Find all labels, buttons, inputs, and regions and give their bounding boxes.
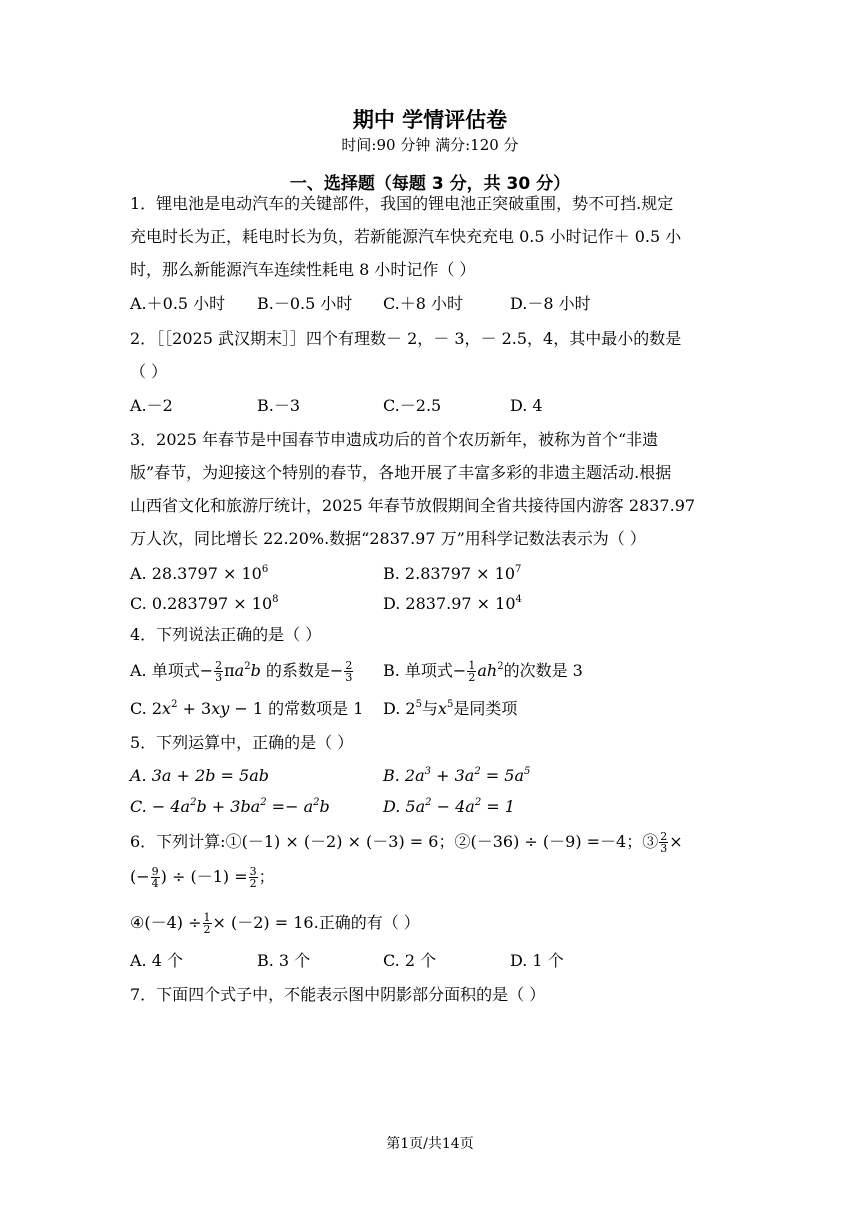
q4-option-d: D. $2^5$与$x^5$是同类项	[383, 699, 518, 718]
q6-line-2: (− $\frac{9}{4}$ ) ÷ (－1) = $\frac{3}{2}$ ；	[130, 865, 275, 890]
q3-line-2: 版”春节，为迎接这个特别的春节，各地开展了丰富多彩的非遗主题活动.根据	[130, 463, 672, 482]
q6-option-d: D. 1 个	[510, 951, 564, 970]
q4-option-b: B. 单项式− $\frac{1}{2}$ $ah^2$的次数是 3	[383, 659, 583, 684]
q1-line-2: 充电时长为正，耗电时长为负，若新能源汽车快充充电 0.5 小时记作＋ 0.5 小	[130, 227, 682, 246]
q2-option-b: B.－3	[257, 396, 301, 415]
q7-line-1: 7．下面四个式子中，不能表示图中阴影部分面积的是（ ）	[130, 985, 546, 1004]
q6-option-c: C. 2 个	[383, 951, 437, 970]
q1-option-c: C.＋8 小时	[383, 294, 464, 313]
q1-option-d: D.－8 小时	[510, 294, 591, 313]
q3-option-d: D. $2837.97 \times 10^4$	[383, 594, 522, 613]
q2-line-1: 2．［［2025 武汉期末］］四个有理数－ 2，－ 3，－ 2.5，4，其中最小的数是	[130, 329, 682, 348]
q5-option-d: D. $5a^2 - 4a^2 = 1$	[383, 797, 515, 816]
q6-option-b: B. 3 个	[257, 951, 311, 970]
q6-line-3: ④(－4) ÷ $\frac{1}{2}$ × (－2) = 16.正确的有（ ）	[130, 911, 420, 936]
section-heading: 一、选择题（每题 3 分，共 30 分）	[289, 174, 571, 194]
q3-option-b: B. $2.83797 \times 10^7$	[383, 564, 522, 583]
page-footer: 第1页/共14页	[386, 1136, 474, 1152]
q3-line-1: 3．2025 年春节是中国春节申遗成功后的首个农历新年，被称为首个“非遗	[130, 430, 659, 449]
q2-option-a: A.－2	[130, 396, 173, 415]
q2-option-d: D. 4	[510, 396, 543, 415]
q1-option-a: A.＋0.5 小时	[130, 294, 226, 313]
q3-option-a: A. $28.3797 \times 10^6$	[130, 564, 269, 583]
q6-line-1: 6．下列计算:①(－1) × (－2) × (－3) = 6；②(－36) ÷ (－9) =－4；③ $\frac{2}{3}$ ×	[130, 830, 683, 855]
q1-option-b: B.－0.5 小时	[257, 294, 353, 313]
exam-title: 期中 学情评估卷	[352, 108, 508, 132]
q2-line-2: （ ）	[130, 362, 168, 381]
q2-option-c: C.－2.5	[383, 396, 442, 415]
q1-line-1: 1．锂电池是电动汽车的关键部件，我国的锂电池正突破重围，势不可挡.规定	[130, 194, 674, 213]
q1-line-3: 时，那么新能源汽车连续性耗电 8 小时记作（ ）	[130, 260, 476, 279]
exam-subtitle: 时间:90 分钟 满分:120 分	[341, 136, 519, 154]
q3-option-c: C. $0.283797 \times 10^8$	[130, 594, 279, 613]
q3-line-4: 万人次，同比增长 22.20%.数据“2837.97 万”用科学记数法表示为（ ）	[130, 529, 646, 548]
q5-option-a: A. 3a + 2b = 5ab	[130, 766, 269, 785]
q4-option-c: C. $2x^2 + 3xy - 1$ 的常数项是 1	[130, 699, 364, 718]
q5-option-c: C. − $4a^2b + 3ba^2 =- a^2b$	[130, 797, 330, 816]
q6-option-a: A. 4 个	[130, 951, 183, 970]
q5-option-b: B. $2a^3 + 3a^2 = 5a^5$	[383, 766, 531, 785]
q5-line-1: 5．下列运算中，正确的是（ ）	[130, 733, 354, 752]
q4-line-1: 4．下列说法正确的是（ ）	[130, 625, 322, 644]
q4-option-a: A. 单项式− $\frac{2}{3}$ $\pi a^2b$ 的系数是− $\frac{2}{3}$	[130, 659, 353, 684]
q3-line-3: 山西省文化和旅游厅统计，2025 年春节放假期间全省共接待国内游客 2837.97	[130, 496, 696, 515]
